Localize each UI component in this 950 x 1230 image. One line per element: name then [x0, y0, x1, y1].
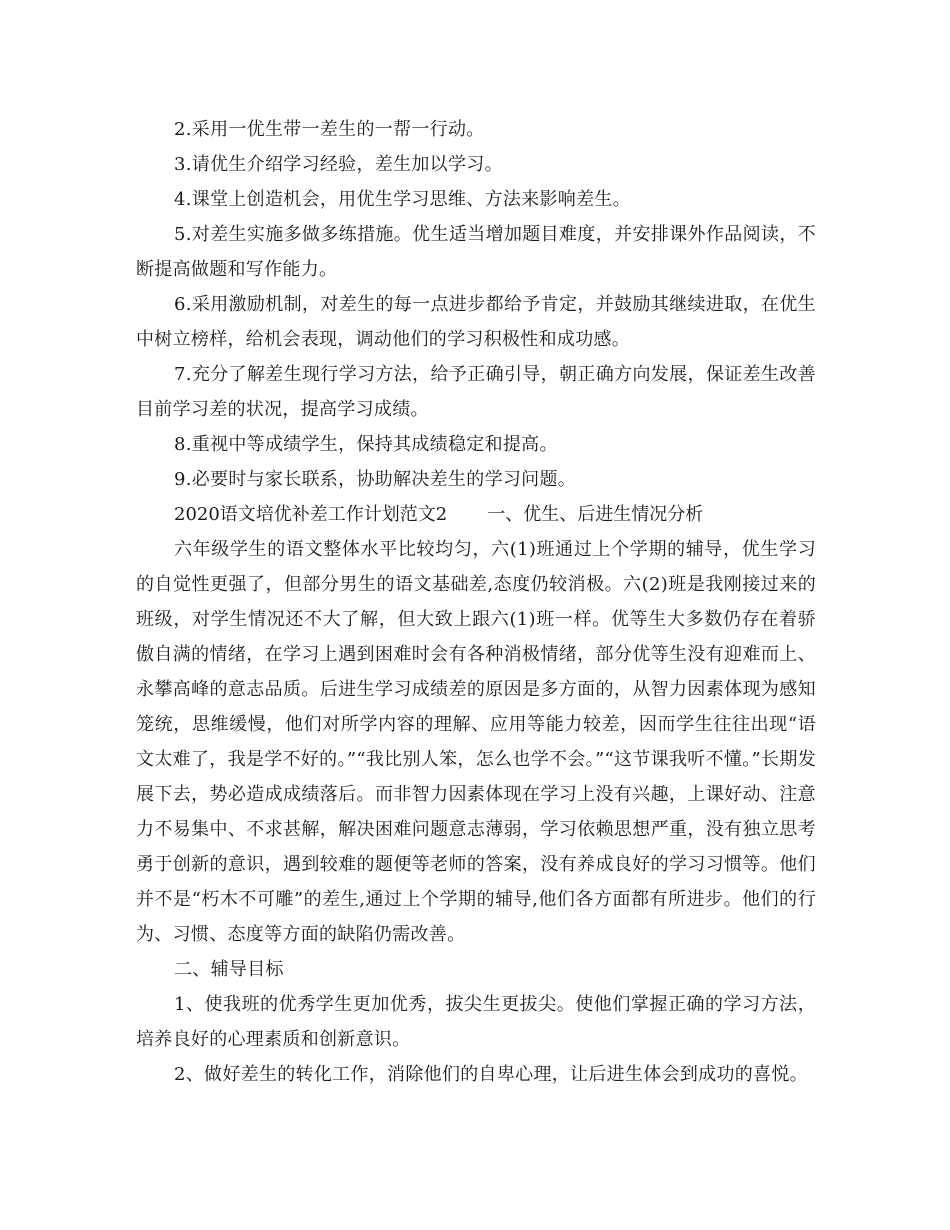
section-title-analysis: 一、优生、后进生情况分析: [487, 504, 704, 525]
goal-item-1: 1、使我班的优秀学生更加优秀，拔尖生更拔尖。使他们掌握正确的学习方法，培养良好的心理素质和创新意识。: [136, 994, 816, 1050]
document-body: [136, 112, 816, 1092]
paragraph-item-2: 2.采用一优生带一差生的一帮一行动。: [174, 119, 485, 140]
document-title: 2020语文培优补差工作计划范文2: [174, 504, 448, 525]
paragraph-item-7: 7.充分了解差生现行学习方法，给予正确引导，朝正确方向发展，保证差生改善目前学习差的状况，提高学习成绩。: [136, 364, 816, 420]
section-title-goals: 二、辅导目标: [174, 959, 284, 980]
goal-item-2: 2、做好差生的转化工作，消除他们的自卑心理，让后进生体会到成功的喜悦。: [174, 1064, 808, 1085]
paragraph-item-5: 5.对差生实施多做多练措施。优生适当增加题目难度，并安排课外作品阅读，不断提高做题和写作能力。: [136, 224, 816, 280]
analysis-paragraph: 六年级学生的语文整体水平比较均匀，六(1)班通过上个学期的辅导，优生学习的自觉性更强了，但部分男生的语文基础差,态度仍较消极。六(2)班是我刚接过来的班级，对学生情况还不大了解，但大致上跟六(1)班一样。优等生大多数仍存在着骄傲自满的情绪，在学习上遇到困难时会有各种消极情绪，部分优等生没有迎难而上、永攀高峰的意志品质。后进生学习成绩差的原因是多方面的，从智力因素体现为感知笼统，思维缓慢，他们对所学内容的理解、应用等能力较差，因而学生往往出现“语文太难了，我是学不好的。”“我比别人笨，怎么也学不会。”“这节课我听不懂。”长期发展下去，势必造成成绩落后。而非智力因素体现在学习上没有兴趣，上课好动、注意力不易集中、不求甚解，解决困难问题意志薄弱，学习依赖思想严重，没有独立思考勇于创新的意识，遇到较难的题便等老师的答案，没有养成良好的学习习惯等。他们并不是“朽木不可雕”的差生,通过上个学期的辅导,他们各方面都有所进步。他们的行为、习惯、态度等方面的缺陷仍需改善。: [136, 539, 816, 945]
paragraph-item-4: 4.课堂上创造机会，用优生学习思维、方法来影响差生。: [174, 189, 631, 210]
section-heading-line: [136, 497, 816, 532]
paragraph-item-6: 6.采用激励机制，对差生的每一点进步都给予肯定，并鼓励其继续进取，在优生中树立榜样，给机会表现，调动他们的学习积极性和成功感。: [136, 294, 816, 350]
paragraph-item-3: 3.请优生介绍学习经验，差生加以学习。: [174, 154, 503, 175]
paragraph-item-8: 8.重视中等成绩学生，保持其成绩稳定和提高。: [174, 434, 558, 455]
paragraph-item-9: 9.必要时与家长联系，协助解决差生的学习问题。: [174, 469, 577, 490]
